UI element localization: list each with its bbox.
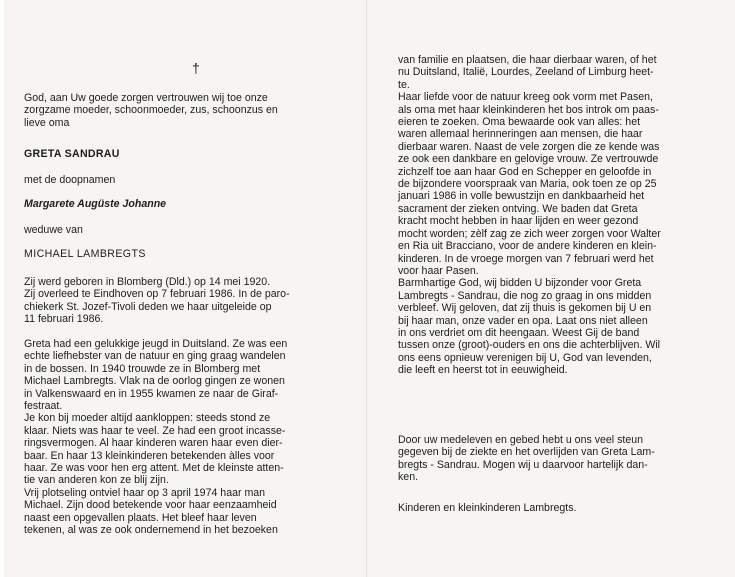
card-fold-line [366,0,367,577]
biography-text: Greta had een gelukkige jeugd in Duitsland. Ze was een echte liefhebster van de natuur en ging graag wandelen in de bossen. In 1940 trouwde ze in Blomberg met Michael Lambregts. Vlak na de oorlog gingen ze wonen in Valkenswaard en in 1955 kwamen ze naar de Giraf- festraat. Je kon bij moeder altijd aankloppen: steeds stond ze klaar. Niets was haar te veel. Ze had een groot incasse- ringsvermogen. Al haar kinderen waren haar even dier- baar. En haar 13 kleinkinderen betekenden àlles voor haar. Ze was voor hen erg attent. Met de kleinste atten- tie van anderen kon ze blij zijn. Vrij plotseling ontviel haar op 3 april 1974 haar man Michael. Zijn dood betekende voor haar eenzaamheid naast een opgevallen plaats. Het bleef haar leven tekenen, al was ze ook ondernemend in het bezoeken [24,338,288,537]
opening-prayer: God, aan Uw goede zorgen vertrouwen wij toe onze zorgzame moeder, schoonmoeder, zus, schoonzus en lieve oma [24,92,278,129]
widow-of-label: weduwe van [24,224,83,236]
baptism-intro: met de doopnamen [24,174,116,186]
deceased-name: GRETA SANDRAU [24,148,120,160]
card-edge [0,0,4,577]
family-signature: Kinderen en kleinkinderen Lambregts. [398,502,577,514]
birth-death-details: Zij werd geboren in Blomberg (Dld.) op 14 mei 1920. Zij overleed te Eindhoven op 7 februari 1986. In de paro- chiekerk St. Jozef-Tivoli deden we haar uitgeleide op 11 februari 1986. [24,276,290,326]
cross-icon: † [192,60,200,76]
husband-name: MICHAEL LAMBREGTS [24,248,146,260]
given-names: Margarete Augüste Johanne [24,198,167,210]
biography-continuation: van familie en plaatsen, die haar dierbaar waren, of het nu Duitsland, Italië, Lourdes, Zeeland of Limburg heet- te. Haar liefde voor de natuur kreeg ook vorm met Pasen, als oma met haar kleinkinderen het bos introk om paas- eieren te zoeken. Oma bewaarde ook van alles: het waren allemaal herinneringen aan mensen, die haar dierbaar waren. Naast de vele zorgen die ze kende was ze ook een dankbare en gelovige vrouw. Ze vertrouwde zichzelf toe aan haar God en Schepper en geloofde in de bijzondere voorspraak van Maria, ook toen ze op 25 januari 1986 in volle bewustzijn en dankbaarheid het sacrament der zieken ontving. We baden dat Greta kracht mocht hebben in haar lijden en weer gezond mocht worden; zèlf zag ze zich weer zorgen voor Walter en Ria uit Bracciano, voor de andere kinderen en klein- kinderen. In de vroege morgen van 7 februari werd het voor haar Pasen. Barmhartige God, wij bidden U bijzonder voor Greta Lambregts - Sandrau, die nog zo graag in ons midden verbleef. Wij geloven, dat zij thuis is gekomen bij U en bij haar man, onze vader en opa. Laat ons niet alleen in ons verdriet om dit heengaan. Weest Gij de band tussen onze (groot)-ouders en ons die achterblijven. Wil ons eens opnieuw verenigen bij U, God van levenden, die leeft en heerst tot in eeuwigheid. [398,54,661,377]
thanks-text: Door uw medeleven en gebed hebt u ons veel steun gegeven bij de ziekte en het overlijden van Greta Lam- bregts - Sandrau. Mogen wij u daarvoor hartelijk dan- ken. [398,434,655,484]
